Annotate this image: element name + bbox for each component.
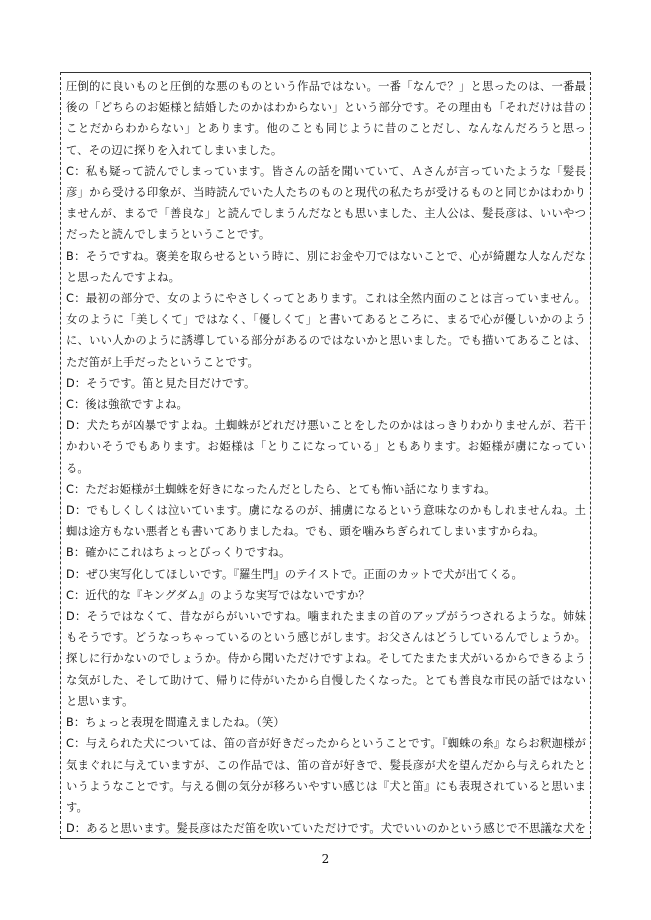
paragraph: D：あると思います。髪長彦はただ笛を吹いていただけです。犬でいいのかという感じで不思議な犬を [66, 822, 586, 836]
paragraph: C：私も疑って読んでしまっています。皆さんの話を聞いていて、Ａさんが言っていたような「髪長彦」から受ける印象が、当時読んでいた人たちのものと現代の私たちが受けるものと同じかはわかりませんが、まるで「善良な」と読んでしまうんだなとも思いました、主人公は、髪長彦は、いいやつだったと読んでしまうということです。 [66, 164, 586, 242]
paragraph: B：確かにこれはちょっとびっくりですね。 [66, 546, 291, 560]
page-number: 2 [321, 852, 330, 866]
paragraph: D：そうです。笛と見た目だけです。 [66, 376, 256, 390]
paragraph: 圧倒的に良いものと圧倒的な悪のものという作品ではない。一番「なんで？」と思ったのは、一番最後の「どちらのお姫様と結婚したのかはわからない」という部分です。その理由も「それだけは昔のことだからわからない」とあります。他のことも同じように昔のことだし、なんなんだろうと思って、その辺に探りを入れてしまいました。 [66, 80, 586, 157]
text-frame [60, 72, 591, 839]
paragraph: D：犬たちが凶暴ですよね。土蜘蛛がどれだけ悪いことをしたのかははっきりわかりませんが、若干かわいそうでもあります。お姫様は「とりこになっている」ともあります。お姫様が虜になっている。 [66, 419, 586, 475]
paragraph: D：でもしくしくは泣いています。虜になるのが、捕虜になるという意味なのかもしれませんね。土蜘は途方もない悪者とも書いてありましたね。でも、頭を噛みちぎられてしまいますからね。 [66, 504, 586, 539]
paragraph: C：近代的な『キングダム』のような実写ではないですか？ [66, 588, 370, 602]
paragraph: B：ちょっと表現を間違えましたね。（笑） [66, 716, 285, 730]
paragraph: C：最初の部分で、女のようにやさしくってとあります。これは全然内面のことは言っていません。女のように「美しくて」ではなく、「優しくて」と書いてあるところに、まるで心が優しいかのように、いい人かのように誘導している部分があるのではないかと思いました。でも描いてあることは、ただ笛が上手だったということです。 [66, 292, 586, 369]
document-body [66, 76, 586, 839]
paragraph: D：そうではなくて、昔ながらがいいですね。噛まれたままの首のアップがうつされるような。姉妹もそうです。どうなっちゃっているのという感じがします。お父さんはどうしているんでしょうか。探しに行かないのでしょうか。侍から聞いただけですよね。そしてたまたま犬がいるからできるような気がした、そして助けて、帰りに侍がいたから自慢したくなった。とても善良な市民の話ではないと思います。 [66, 610, 586, 708]
paragraph: C：ただお姫様が土蜘蛛を好きになったんだとしたら、とても怖い話になりますね。 [66, 482, 496, 496]
paragraph: C：与えられた犬については、笛の音が好きだったからということです。『蜘蛛の糸』ならお釈迦様が気まぐれに与えていますが、この作品では、笛の音が好きで、髪長彦が犬を望んだから与えられたというようなことです。与える側の気分が移ろいやすい感じは『犬と笛』にも表現されていると思います。 [66, 737, 586, 814]
paragraph: C：後は強欲ですよね。 [66, 398, 188, 412]
paragraph: D：ぜひ実写化してほしいです。『羅生門』のテイストで。正面のカットで犬が出てくる。 [66, 567, 523, 581]
paragraph: B：そうですね。褒美を取らせるという時に、別にお金や刀ではないことで、心が綺麗な人なんだなと思ったんですよね。 [66, 249, 586, 284]
